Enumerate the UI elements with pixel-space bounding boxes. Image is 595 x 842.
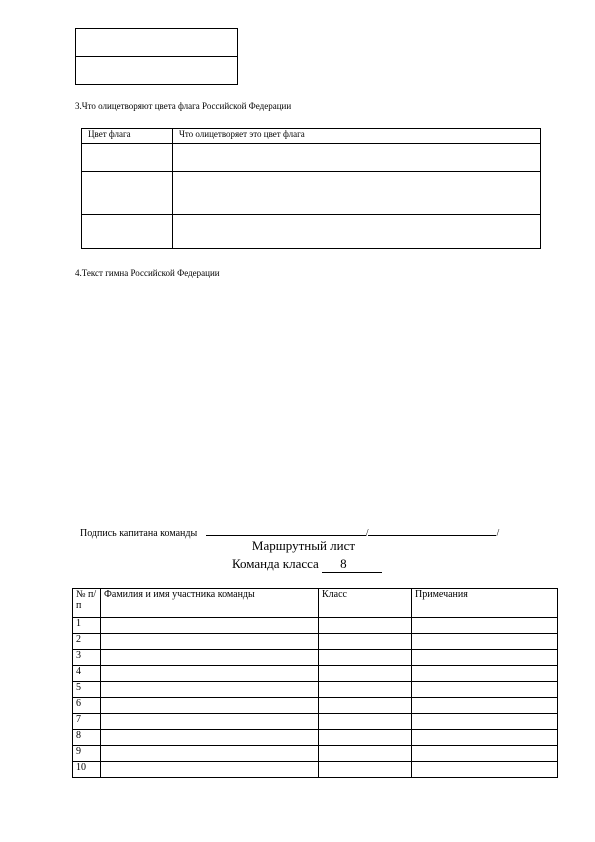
team-class-value[interactable]: 8	[322, 556, 382, 573]
notes-cell[interactable]	[412, 698, 558, 714]
table-row	[73, 682, 558, 698]
row-number: 7	[73, 714, 101, 730]
row-number: 3	[73, 650, 101, 666]
table-row	[73, 650, 558, 666]
flag-color-cell[interactable]	[82, 172, 173, 215]
participant-name-cell[interactable]	[101, 746, 319, 762]
notes-cell[interactable]	[412, 650, 558, 666]
class-cell[interactable]	[319, 730, 412, 746]
notes-cell[interactable]	[412, 634, 558, 650]
team-class-line	[232, 556, 382, 573]
signature-separator: /	[496, 528, 500, 539]
participant-name-cell[interactable]	[101, 762, 319, 778]
row-number: 2	[73, 634, 101, 650]
class-cell[interactable]	[319, 666, 412, 682]
column-header-participant-name: Фамилия и имя участника команды	[101, 589, 319, 618]
table-row	[73, 634, 558, 650]
notes-cell[interactable]	[412, 746, 558, 762]
top-empty-table	[75, 28, 238, 85]
table-row	[73, 666, 558, 682]
row-number: 5	[73, 682, 101, 698]
anthem-text-answer-area[interactable]	[75, 285, 541, 515]
column-header-notes: Примечания	[412, 589, 558, 618]
question-4-heading: 4.Текст гимна Российской Федерации	[75, 268, 220, 278]
notes-cell[interactable]	[412, 618, 558, 634]
class-cell[interactable]	[319, 682, 412, 698]
flag-color-cell[interactable]	[82, 215, 173, 249]
participant-name-cell[interactable]	[101, 730, 319, 746]
participant-name-cell[interactable]	[101, 634, 319, 650]
notes-cell[interactable]	[412, 666, 558, 682]
signature-field[interactable]	[206, 525, 366, 536]
participant-name-cell[interactable]	[101, 682, 319, 698]
class-cell[interactable]	[319, 650, 412, 666]
participant-name-cell[interactable]	[101, 714, 319, 730]
signature-name-field[interactable]	[368, 525, 496, 536]
class-cell[interactable]	[319, 714, 412, 730]
table-row	[73, 746, 558, 762]
flag-color-cell[interactable]	[82, 144, 173, 172]
class-cell[interactable]	[319, 634, 412, 650]
notes-cell[interactable]	[412, 730, 558, 746]
notes-cell[interactable]	[412, 762, 558, 778]
class-cell[interactable]	[319, 762, 412, 778]
row-number: 6	[73, 698, 101, 714]
signature-separator: /	[365, 528, 369, 539]
class-cell[interactable]	[319, 698, 412, 714]
row-number: 9	[73, 746, 101, 762]
row-number: 4	[73, 666, 101, 682]
column-header-flag-color: Цвет флага	[82, 129, 173, 144]
table-row	[73, 618, 558, 634]
signature-label: Подпись капитана команды	[80, 528, 198, 539]
notes-cell[interactable]	[412, 682, 558, 698]
captain-signature-line	[80, 525, 499, 539]
participant-name-cell[interactable]	[101, 666, 319, 682]
participant-name-cell[interactable]	[101, 618, 319, 634]
row-number: 1	[73, 618, 101, 634]
participant-name-cell[interactable]	[101, 650, 319, 666]
top-table-cell[interactable]	[76, 57, 238, 85]
table-row	[73, 698, 558, 714]
route-sheet-title: Маршрутный лист	[251, 538, 356, 553]
table-row	[73, 714, 558, 730]
column-header-class: Класс	[319, 589, 412, 618]
team-roster-table	[72, 588, 558, 778]
meaning-cell[interactable]	[173, 172, 541, 215]
table-row	[82, 172, 541, 215]
table-row	[73, 730, 558, 746]
flag-colors-table	[81, 128, 541, 249]
class-cell[interactable]	[319, 746, 412, 762]
participant-name-cell[interactable]	[101, 698, 319, 714]
table-row	[73, 762, 558, 778]
class-cell[interactable]	[319, 618, 412, 634]
table-row	[82, 215, 541, 249]
team-class-label: Команда класса	[232, 556, 319, 571]
column-header-number: № п/п	[73, 589, 101, 618]
row-number: 10	[73, 762, 101, 778]
row-number: 8	[73, 730, 101, 746]
table-row	[82, 144, 541, 172]
question-3-heading: 3.Что олицетворяют цвета флага Российской Федерации	[75, 101, 292, 111]
column-header-meaning: Что олицетворяет это цвет флага	[173, 129, 541, 144]
meaning-cell[interactable]	[173, 215, 541, 249]
meaning-cell[interactable]	[173, 144, 541, 172]
top-table-cell[interactable]	[76, 29, 238, 57]
notes-cell[interactable]	[412, 714, 558, 730]
